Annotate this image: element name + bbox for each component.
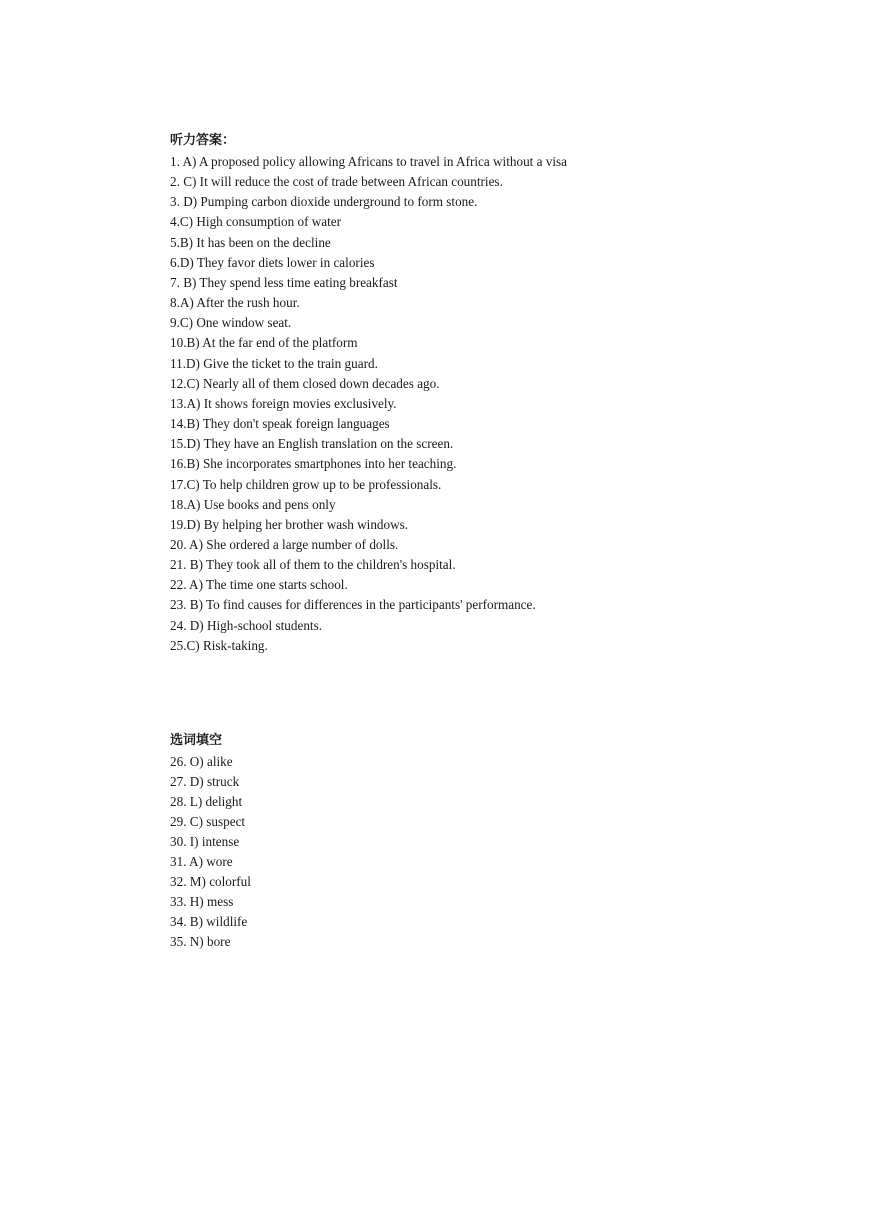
answer-item: 9.C) One window seat. (170, 315, 292, 331)
answer-item: 25.C) Risk-taking. (170, 637, 268, 653)
answer-item: 12.C) Nearly all of them closed down decades ago. (170, 375, 440, 391)
answer-item: 2. C) It will reduce the cost of trade between African countries. (170, 174, 503, 190)
listening-answer-list (170, 152, 810, 656)
answer-item: 28. L) delight (170, 794, 243, 809)
answer-item: 14.B) They don't speak foreign languages (170, 416, 390, 432)
answer-item: 16.B) She incorporates smartphones into her teaching. (170, 456, 457, 472)
answer-item: 5.B) It has been on the decline (170, 234, 331, 250)
listening-heading: 听力答案： (170, 133, 236, 148)
answer-item: 35. N) bore (170, 934, 231, 949)
answer-item: 27. D) struck (170, 774, 240, 789)
answer-item: 24. D) High-school students. (170, 617, 323, 633)
answer-item: 18.A) Use books and pens only (170, 496, 336, 512)
vocabulary-heading: 选词填空 (170, 733, 223, 748)
answer-item: 20. A) She ordered a large number of dolls. (170, 536, 399, 552)
answer-item: 29. C) suspect (170, 814, 246, 829)
answer-item: 4.C) High consumption of water (170, 214, 342, 230)
answer-item: 11.D) Give the ticket to the train guard. (170, 355, 378, 371)
answer-item: 33. H) mess (170, 894, 234, 909)
answer-item: 6.D) They favor diets lower in calories (170, 254, 375, 270)
answer-item: 3. D) Pumping carbon dioxide underground to form stone. (170, 194, 478, 210)
listening-section (170, 130, 810, 656)
answer-item: 26. O) alike (170, 754, 233, 769)
answer-item: 21. B) They took all of them to the children's hospital. (170, 557, 456, 573)
vocabulary-section (170, 730, 810, 952)
answer-item: 23. B) To find causes for differences in the participants' performance. (170, 597, 536, 613)
answer-item: 32. M) colorful (170, 874, 251, 889)
answer-item: 13.A) It shows foreign movies exclusively. (170, 395, 397, 411)
answer-item: 10.B) At the far end of the platform (170, 335, 358, 351)
answer-item: 19.D) By helping her brother wash windows. (170, 516, 409, 532)
answer-item: 22. A) The time one starts school. (170, 577, 348, 593)
answer-item: 7. B) They spend less time eating breakfast (170, 274, 398, 290)
answer-item: 1. A) A proposed policy allowing Africans to travel in Africa without a visa (170, 154, 568, 169)
answer-item: 17.C) To help children grow up to be professionals. (170, 476, 442, 492)
answer-item: 34. B) wildlife (170, 914, 248, 929)
answer-item: 8.A) After the rush hour. (170, 295, 300, 311)
answer-item: 31. A) wore (170, 854, 233, 869)
vocabulary-answer-list (170, 752, 810, 952)
answer-item: 15.D) They have an English translation on the screen. (170, 436, 454, 452)
answer-item: 30. I) intense (170, 834, 240, 849)
